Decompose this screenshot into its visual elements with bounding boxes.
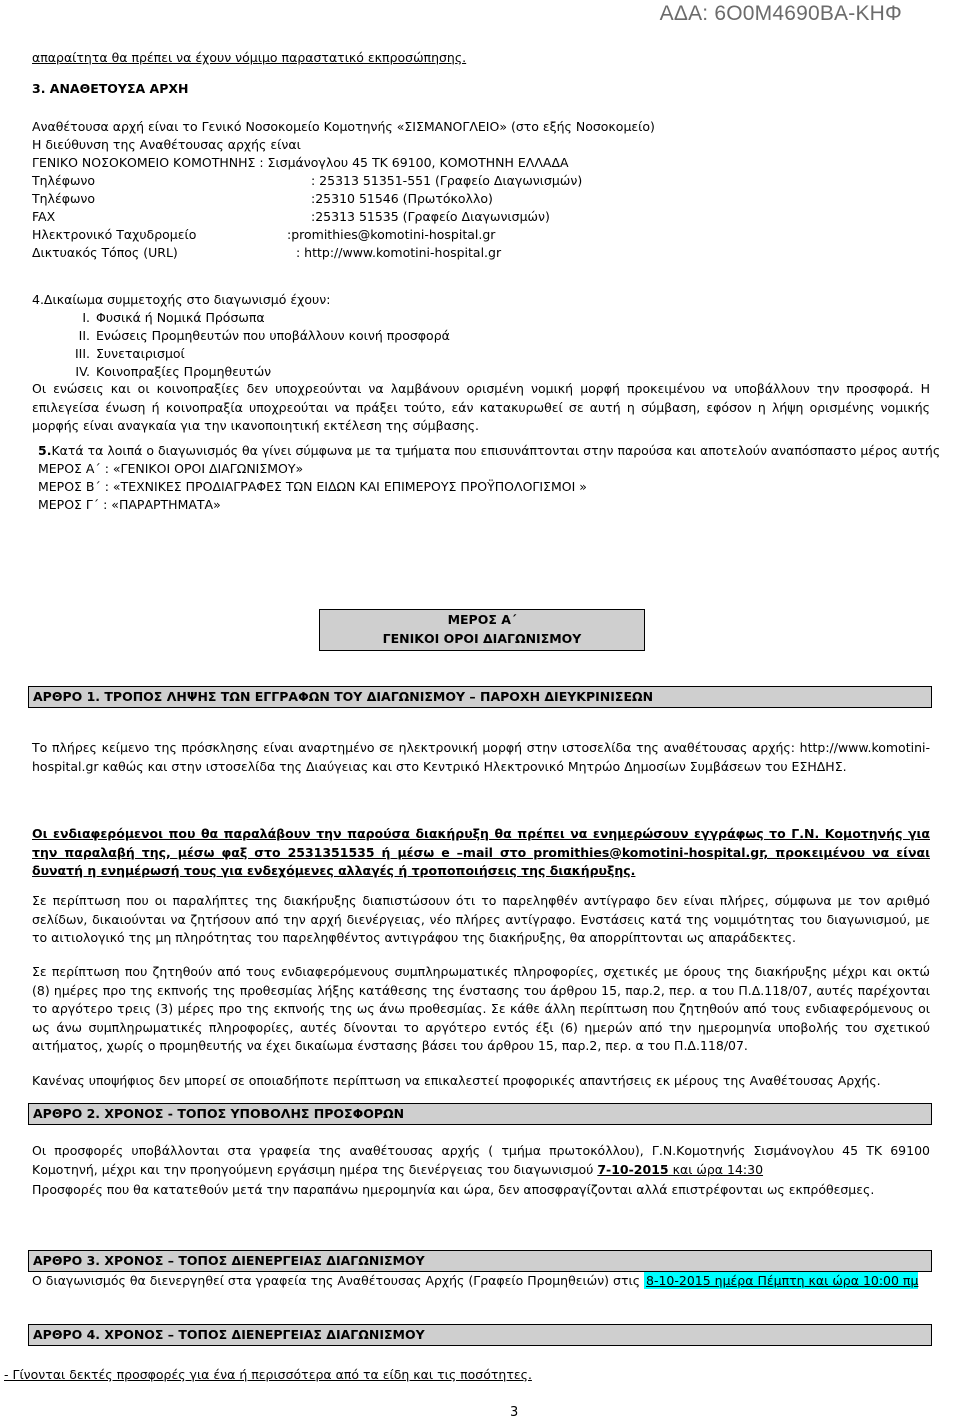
article4-heading-box (28, 1324, 932, 1346)
article2-paragraph: Προσφορές που θα κατατεθούν μετά την παραπάνω ημερομηνία και ώρα, δεν αποσφραγίζονται αλλά επιστρέφονται ως εκπρόθεσμες. (32, 1182, 875, 1197)
article2-text: Οι προσφορές υποβάλλονται στα γραφεία της αναθέτουσας αρχής ( τμήμα πρωτοκόλλου), Γ.Ν.Κομοτηνής Σισμάνογλου 45 ΤΚ 69100 Κομοτηνή, μέχρι και την προηγούμενη εργάσιμη ημέρα της διενέργειας του διαγωνισμού (32, 1143, 930, 1177)
article3-heading-box (28, 1250, 932, 1272)
article3-text: Ο διαγωνισμός θα διενεργηθεί στα γραφεία της Αναθέτουσας Αρχής (Γραφείο Προμηθειών) στις (32, 1273, 645, 1288)
opening-date: 8-10-2015 ημέρα Πέμπτη και ώρα 10:00 πμ (646, 1273, 919, 1288)
contact-label: Ηλεκτρονικό Ταχυδρομείο (32, 227, 197, 242)
list-item (60, 310, 265, 325)
article2-paragraph (32, 1142, 930, 1179)
section5-line (38, 443, 940, 458)
list-item-text: Φυσικά ή Νομικά Πρόσωπα (96, 310, 265, 325)
part-a-line2: ΓΕΝΙΚΟΙ ΟΡΟΙ ΔΙΑΓΩΝΙΣΜΟΥ (382, 631, 582, 646)
list-item (60, 328, 450, 343)
top-line: απαραίτητα θα πρέπει να έχουν νόμιμο παραστατικό εκπροσώπησης. (32, 50, 467, 65)
submission-time: και ώρα 14:30 (668, 1161, 764, 1177)
section3-heading: 3. ΑΝΑΘΕΤΟΥΣΑ ΑΡΧΗ (32, 81, 189, 96)
article1-heading: ΑΡΘΡΟ 1. ΤΡΟΠΟΣ ΛΗΨΗΣ ΤΩΝ ΕΓΓΡΑΦΩΝ ΤΟΥ ΔΙΑΓΩΝΙΣΜΟΥ – ΠΑΡΟΧΗ ΔΙΕΥΚΡΙΝΙΣΕΩΝ (33, 689, 654, 704)
part-a-title-box (319, 609, 645, 651)
article1-paragraph: Κανένας υποψήφιος δεν μπορεί σε οποιαδήποτε περίπτωση να επικαλεστεί προφορικές απαντήσεις εκ μέρους της Αναθέτουσας Αρχής. (32, 1073, 881, 1088)
article3-paragraph (32, 1273, 918, 1288)
article2-heading-box (28, 1103, 932, 1125)
list-item-number: II. (78, 328, 90, 343)
page-number: 3 (510, 1405, 519, 1420)
contact-value: : 25313 51351-551 (Γραφείο Διαγωνισμών) (311, 173, 583, 188)
article4-heading: ΑΡΘΡΟ 4. ΧΡΟΝΟΣ – ΤΟΠΟΣ ΔΙΕΝΕΡΓΕΙΑΣ ΔΙΑΓΩΝΙΣΜΟΥ (33, 1327, 425, 1342)
contact-label: Τηλέφωνο (32, 191, 96, 206)
ada-code: ΑΔΑ: 6Ο0Μ4690ΒΑ-ΚΗΦ (659, 2, 902, 25)
contact-value: :promithies@komotini-hospital.gr (287, 227, 496, 242)
article1-notice: Οι ενδιαφερόμενοι που θα παραλάβουν την παρούσα διακήρυξη θα πρέπει να ενημερώσουν εγγράφως το Γ.Ν. Κομοτηνής για την παραλαβή της, μέσω φαξ στο 2531351535 ή μέσω e –mail στο promithies@komotini-hospital.gr, προκειμένου να είναι δυνατή η ενημέρωσή τους για ενδεχόμενες αλλαγές ή τροποποιήσεις της διακήρυξης. (32, 826, 930, 878)
submission-date: 7-10-2015 (597, 1161, 669, 1177)
part-item: ΜΕΡΟΣ Β΄ : «ΤΕΧΝΙΚΕΣ ΠΡΟΔΙΑΓΡΑΦΕΣ ΤΩΝ ΕΙΔΩΝ ΚΑΙ ΕΠΙΜΕΡΟΥΣ ΠΡΟΫΠΟΛΟΓΙΣΜΟΙ » (38, 479, 587, 494)
list-item-number: I. (82, 310, 90, 325)
article1-heading-box (28, 686, 932, 708)
list-item-number: IV. (75, 364, 90, 379)
list-item (60, 364, 271, 379)
part-a-line1: ΜΕΡΟΣ Α΄ (447, 612, 517, 627)
contact-label: Δικτυακός Τόπος (URL) (32, 245, 178, 260)
article1-paragraph: Το πλήρες κείμενο της πρόσκλησης είναι αναρτημένο σε ηλεκτρονική μορφή στην ιστοσελίδα της αναθέτουσας αρχής: http://www.komotini-hospital.gr καθώς και στην ιστοσελίδα της Διαύγειας και στο Κεντρικό Ηλεκτρονικό Μητρώο Δημοσίων Συμβάσεων του ΕΣΗΔΗΣ. (32, 740, 930, 774)
contact-value: :25310 51546 (Πρωτόκολλο) (311, 191, 493, 206)
section3-line3: ΓΕΝΙΚΟ ΝΟΣΟΚΟΜΕΙΟ ΚΟΜΟΤΗΝΗΣ : Σισμάνογλου 45 ΤΚ 69100, ΚΟΜΟΤΗΝΗ ΕΛΛΑΔΑ (32, 155, 569, 170)
bottom-line: - Γίνονται δεκτές προσφορές για ένα ή περισσότερα από τα είδη και τις ποσότητες. (4, 1367, 532, 1382)
part-item: ΜΕΡΟΣ Γ΄ : «ΠΑΡΑΡΤΗΜΑΤΑ» (38, 497, 221, 512)
section4-paragraph: Οι ενώσεις και οι κοινοπραξίες δεν υποχρεούνται να λαμβάνουν ορισμένη νομική μορφή προκειμένου να υποβάλλουν την προσφορά. Η επιλεγείσα ένωση ή κοινοπραξία υποχρεούται να πράξει τούτο, εάν κατακυρωθεί σε αυτή η σύμβαση, εφόσον η λήψη ορισμένης νομικής μορφής είναι αναγκαία για την ικανοποιητική εκτέλεση της σύμβασης. (32, 381, 930, 433)
article1-paragraph: Σε περίπτωση που οι παραλήπτες της διακήρυξης διαπιστώσουν ότι το παρεληφθέν αντίγραφο δεν είναι πλήρες, σύμφωνα με τον αριθμό σελίδων, δικαιούνται να ζητήσουν από την αρχή διενέργειας, νέο πλήρες αντίγραφο. Ενστάσεις κατά της νομιμότητας του διαγωνισμού, με το αιτιολογικό της μη πληρότητας του παρεληφθέντος αντιγράφου της διακήρυξης, θα απορρίπτονται ως απαράδεκτες. (32, 893, 930, 945)
list-item (60, 346, 185, 361)
part-item: ΜΕΡΟΣ Α΄ : «ΓΕΝΙΚΟΙ ΟΡΟΙ ΔΙΑΓΩΝΙΣΜΟΥ» (38, 461, 304, 476)
section3-line1: Αναθέτουσα αρχή είναι το Γενικό Νοσοκομείο Κομοτηνής «ΣΙΣΜΑΝΟΓΛΕΙΟ» (στο εξής Νοσοκομείο) (32, 119, 655, 134)
list-item-text: Συνεταιρισμοί (96, 346, 185, 361)
section3-line2: Η διεύθυνση της Αναθέτουσας αρχής είναι (32, 137, 301, 152)
contact-label: FAX (32, 209, 56, 224)
article3-heading: ΑΡΘΡΟ 3. ΧΡΟΝΟΣ – ΤΟΠΟΣ ΔΙΕΝΕΡΓΕΙΑΣ ΔΙΑΓΩΝΙΣΜΟΥ (33, 1253, 425, 1268)
section5-text: Κατά τα λοιπά ο διαγωνισμός θα γίνει σύμφωνα με τα τμήματα που επισυνάπτονται στην παρούσα και αποτελούν αναπόσπαστο μέρος αυτής (51, 443, 941, 458)
list-item-text: Κοινοπραξίες Προμηθευτών (96, 364, 272, 379)
contact-value: : http://www.komotini-hospital.gr (296, 245, 502, 260)
contact-label: Τηλέφωνο (32, 173, 96, 188)
section5-number: 5. (38, 443, 52, 458)
article2-heading: ΑΡΘΡΟ 2. ΧΡΟΝΟΣ - ΤΟΠΟΣ ΥΠΟΒΟΛΗΣ ΠΡΟΣΦΟΡΩΝ (33, 1106, 405, 1121)
contact-value: :25313 51535 (Γραφείο Διαγωνισμών) (311, 209, 550, 224)
list-item-text: Ενώσεις Προμηθευτών που υποβάλλουν κοινή προσφορά (96, 328, 450, 343)
article1-paragraph: Σε περίπτωση που ζητηθούν από τους ενδιαφερόμενους συμπληρωματικές πληροφορίες, σχετικές με όρους της διακήρυξης μέχρι και οκτώ (8) ημέρες προ της εκπνοής της προθεσμίας λήξης κατάθεσης της ένστασης του άρθρου 15, παρ.2, περ. α του Π.Δ.118/07, αυτές παρέχονται το αργότερο τρεις (3) μέρες προ της εκπνοής της ως άνω προθεσμίας. Σε κάθε άλλη περίπτωση που ζητηθούν από τους ενδιαφερόμενους οι ως άνω συμπληρωματικές πληροφορίες, αυτές δίνονται το αργότερο εντός έξι (6) ημερών από την ημερομηνία υποβολής του σχετικού αιτήματος, χωρίς ο προμηθευτής να έχει δικαίωμα ένστασης βάσει του άρθρου 15, παρ.2, περ. α του Π.Δ.118/07. (32, 964, 930, 1053)
section4-heading: 4.Δικαίωμα συμμετοχής στο διαγωνισμό έχουν: (32, 292, 331, 307)
list-item-number: III. (74, 346, 90, 361)
